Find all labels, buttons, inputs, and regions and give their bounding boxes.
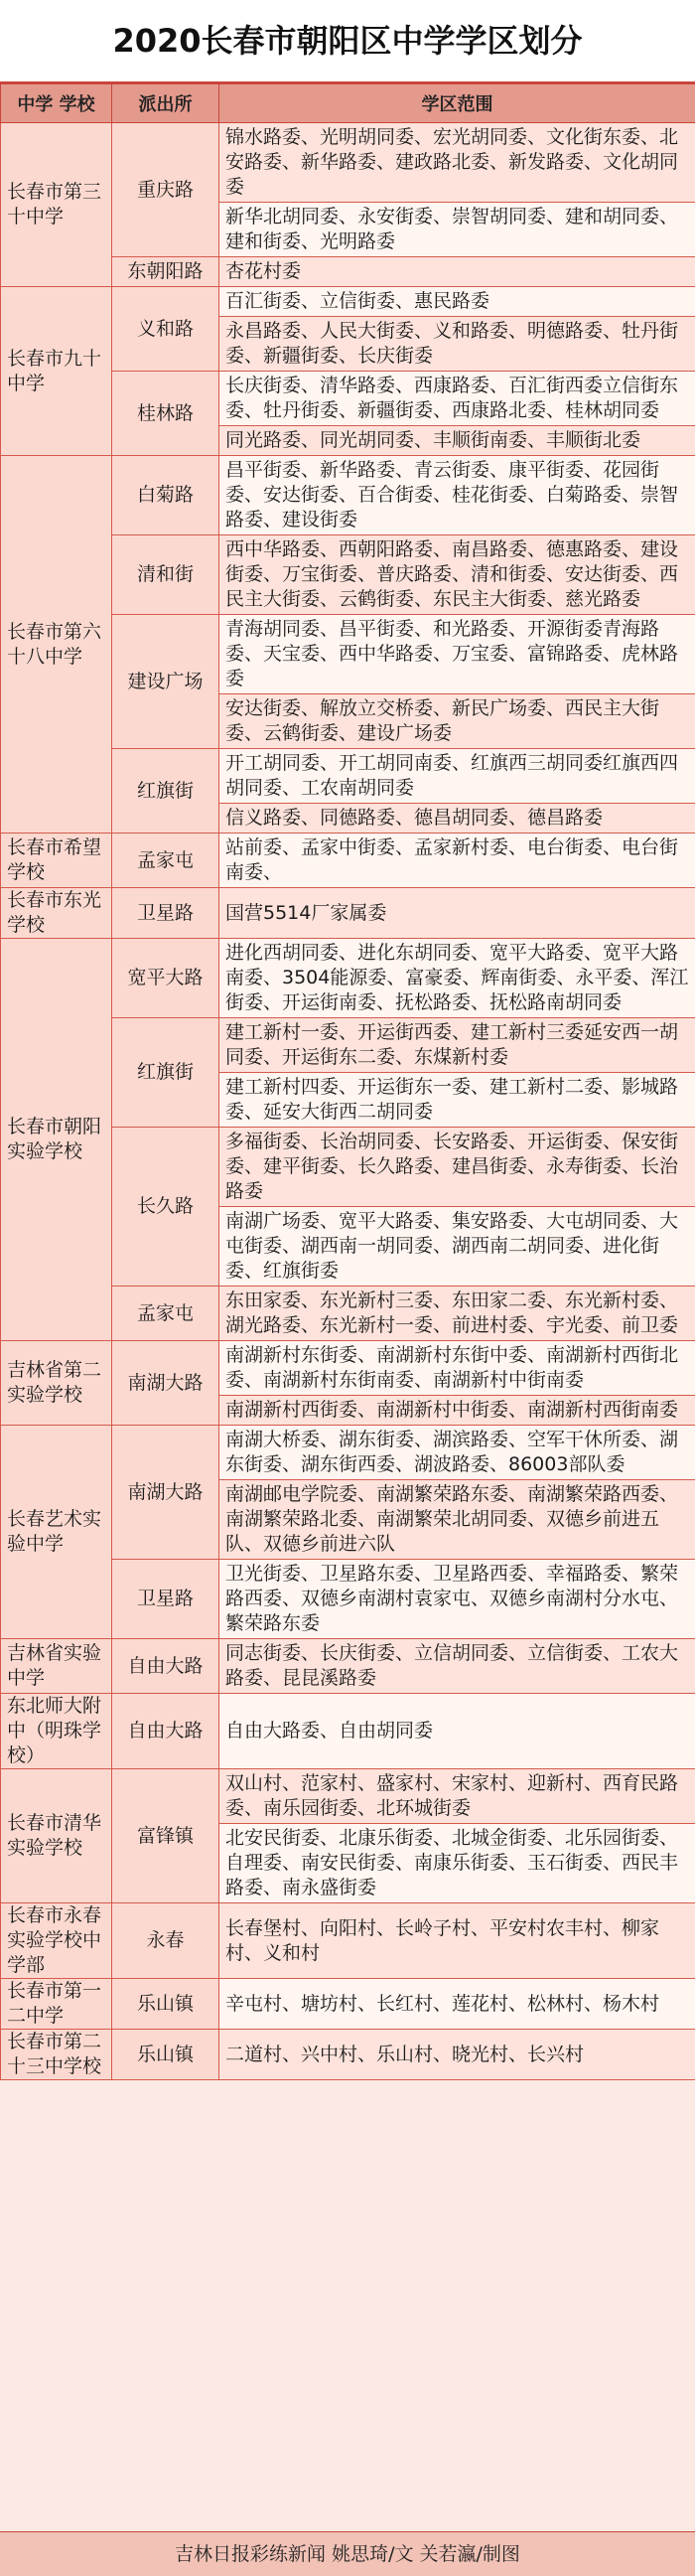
police-station: 红旗街	[112, 749, 219, 833]
district-area: 昌平街委、新华路委、青云街委、康平街委、花园街委、安达街委、百合街委、桂花街委、白菊路委、崇智路委、建设街委	[219, 456, 695, 535]
district-area: 辛屯村、塘坊村、长红村、莲花村、松林村、杨木村	[219, 1979, 695, 2030]
table-row	[1, 888, 695, 939]
district-area: 长春堡村、向阳村、长岭子村、平安村农丰村、柳家村、义和村	[219, 1903, 695, 1979]
district-area: 建工新村一委、开运街西委、建工新村三委延安西一胡同委、开运街东二委、东煤新村委	[219, 1018, 695, 1073]
district-area: 永昌路委、人民大街委、义和路委、明德路委、牡丹街委、新疆街委、长庆街委	[219, 317, 695, 372]
school-name: 长春市第二十三中学校	[1, 2030, 112, 2080]
police-station: 红旗街	[112, 1018, 219, 1128]
district-area: 杏花村委	[219, 257, 695, 287]
header-area: 学区范围	[219, 84, 695, 123]
school-name: 长春市九十中学	[1, 287, 112, 456]
district-area: 西中华路委、西朝阳路委、南昌路委、德惠路委、建设街委、万宝街委、普庆路委、清和街委、安达街委、西民主大街委、云鹤街委、东民主大街委、慈光路委	[219, 535, 695, 615]
police-station: 永春	[112, 1903, 219, 1979]
header-station: 派出所	[112, 84, 219, 123]
district-area: 自由大路委、自由胡同委	[219, 1694, 695, 1769]
table-row	[1, 1769, 695, 1824]
table-row	[1, 456, 695, 535]
school-name: 长春市第三十中学	[1, 123, 112, 287]
table-row	[1, 287, 695, 317]
police-station: 义和路	[112, 287, 219, 372]
district-area: 南湖大桥委、湖东街委、湖滨路委、空军干休所委、湖东街委、湖东街西委、湖波路委、86003部队委	[219, 1426, 695, 1480]
district-area: 进化西胡同委、进化东胡同委、宽平大路委、宽平大路南委、3504能源委、富豪委、辉南街委、永平委、浑江街委、开运街南委、抚松路委、抚松路南胡同委	[219, 939, 695, 1018]
police-station: 自由大路	[112, 1694, 219, 1769]
district-area: 安达街委、解放立交桥委、新民广场委、西民主大街委、云鹤街委、建设广场委	[219, 694, 695, 749]
page-title: 2020长春市朝阳区中学学区划分	[0, 0, 695, 83]
table-header-row	[1, 84, 695, 123]
police-station: 桂林路	[112, 372, 219, 456]
school-name: 长春市朝阳实验学校	[1, 939, 112, 1341]
table-row	[1, 1426, 695, 1480]
school-name: 长春市清华实验学校	[1, 1769, 112, 1903]
police-station: 自由大路	[112, 1639, 219, 1694]
police-station: 卫星路	[112, 1560, 219, 1639]
table-row	[1, 1694, 695, 1769]
police-station: 卫星路	[112, 888, 219, 939]
district-area: 南湖新村东街委、南湖新村东街中委、南湖新村西街北委、南湖新村东街南委、南湖新村中街南委	[219, 1341, 695, 1396]
district-area: 锦水路委、光明胡同委、宏光胡同委、文化街东委、北安路委、新华路委、建政路北委、新发路委、文化胡同委	[219, 123, 695, 203]
district-area: 南湖广场委、宽平大路委、集安路委、大屯胡同委、大屯街委、湖西南一胡同委、湖西南二胡同委、进化街委、红旗街委	[219, 1207, 695, 1287]
table-body	[1, 123, 695, 2080]
district-area: 同志街委、长庆街委、立信胡同委、立信街委、工农大路委、昆昆溪路委	[219, 1639, 695, 1694]
district-area: 东田家委、东光新村三委、东田家二委、东光新村委、湖光路委、东光新村一委、前进村委、宇光委、前卫委	[219, 1287, 695, 1341]
district-area: 二道村、兴中村、乐山村、晓光村、长兴村	[219, 2030, 695, 2080]
police-station: 乐山镇	[112, 1979, 219, 2030]
police-station: 重庆路	[112, 123, 219, 257]
police-station: 东朝阳路	[112, 257, 219, 287]
police-station: 长久路	[112, 1128, 219, 1287]
table-row	[1, 1903, 695, 1979]
district-area: 卫光街委、卫星路东委、卫星路西委、幸福路委、繁荣路西委、双德乡南湖村袁家屯、双德乡南湖村分水屯、繁荣路东委	[219, 1560, 695, 1639]
police-station: 乐山镇	[112, 2030, 219, 2080]
district-area: 信义路委、同德路委、德昌胡同委、德昌路委	[219, 804, 695, 833]
police-station: 孟家屯	[112, 1287, 219, 1341]
district-area: 南湖邮电学院委、南湖繁荣路东委、南湖繁荣路西委、南湖繁荣路北委、南湖繁荣北胡同委、双德乡前进五队、双德乡前进六队	[219, 1480, 695, 1560]
district-area: 站前委、孟家中街委、孟家新村委、电台街委、电台街南委、	[219, 833, 695, 888]
district-area: 南湖新村西街委、南湖新村中街委、南湖新村西街南委	[219, 1396, 695, 1426]
police-station: 建设广场	[112, 615, 219, 749]
district-area: 国营5514厂家属委	[219, 888, 695, 939]
school-name: 吉林省实验中学	[1, 1639, 112, 1694]
police-station: 白菊路	[112, 456, 219, 535]
district-table	[0, 83, 695, 2080]
police-station: 富锋镇	[112, 1769, 219, 1903]
school-name: 长春市第一二中学	[1, 1979, 112, 2030]
district-area: 多福街委、长治胡同委、长安路委、开运街委、保安街委、建平街委、长久路委、建昌街委、永寿街委、长治路委	[219, 1128, 695, 1207]
police-station: 清和街	[112, 535, 219, 615]
school-name: 吉林省第二实验学校	[1, 1341, 112, 1426]
header-school: 中学 学校	[1, 84, 112, 123]
table-row	[1, 939, 695, 1018]
district-area: 双山村、范家村、盛家村、宋家村、迎新村、西育民路委、南乐园街委、北环城街委	[219, 1769, 695, 1824]
school-name: 东北师大附中（明珠学校）	[1, 1694, 112, 1769]
school-name: 长春市东光学校	[1, 888, 112, 939]
police-station: 南湖大路	[112, 1341, 219, 1426]
district-area: 北安民街委、北康乐街委、北城金街委、北乐园街委、自理委、南安民街委、南康乐街委、玉石街委、西民丰路委、南永盛街委	[219, 1824, 695, 1903]
school-name: 长春艺术实验中学	[1, 1426, 112, 1639]
table-row	[1, 123, 695, 203]
table-row	[1, 2030, 695, 2080]
police-station: 南湖大路	[112, 1426, 219, 1560]
district-area: 同光路委、同光胡同委、丰顺街南委、丰顺街北委	[219, 426, 695, 456]
table-row	[1, 1979, 695, 2030]
school-name: 长春市第六十八中学	[1, 456, 112, 833]
table-row	[1, 1639, 695, 1694]
district-area: 青海胡同委、昌平街委、和光路委、开源街委青海路委、天宝委、西中华路委、万宝委、富锦路委、虎林路委	[219, 615, 695, 694]
district-area: 新华北胡同委、永安街委、崇智胡同委、建和胡同委、建和街委、光明路委	[219, 203, 695, 257]
footer-credit: 吉林日报彩练新闻 姚思琦/文 关若瀛/制图	[0, 2531, 695, 2576]
table-row	[1, 833, 695, 888]
table-row	[1, 1341, 695, 1396]
district-area: 百汇街委、立信街委、惠民路委	[219, 287, 695, 317]
district-area: 开工胡同委、开工胡同南委、红旗西三胡同委红旗西四胡同委、工农南胡同委	[219, 749, 695, 804]
school-name: 长春市永春实验学校中学部	[1, 1903, 112, 1979]
police-station: 宽平大路	[112, 939, 219, 1018]
district-area: 建工新村四委、开运街东一委、建工新村二委、影城路委、延安大街西二胡同委	[219, 1073, 695, 1128]
district-area: 长庆街委、清华路委、西康路委、百汇街西委立信街东委、牡丹街委、新疆街委、西康路北委、桂林胡同委	[219, 372, 695, 426]
school-name: 长春市希望学校	[1, 833, 112, 888]
police-station: 孟家屯	[112, 833, 219, 888]
